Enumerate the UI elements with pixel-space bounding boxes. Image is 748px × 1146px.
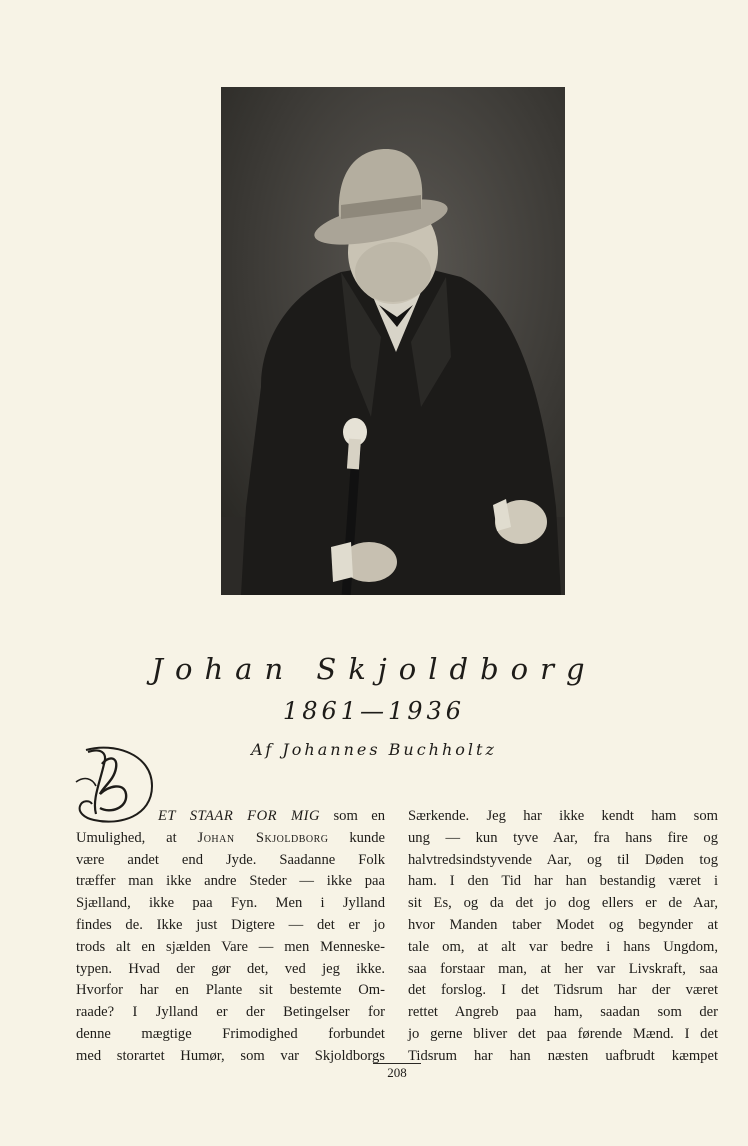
text-line: raade? I Jylland er der Betingelser for — [76, 1004, 385, 1021]
text-line: træffer man ikke andre Steder — ikke paa — [76, 873, 385, 890]
text-line: tale om, at alt var bedre i hans Ungdom, — [408, 938, 718, 955]
text-line: jo gerne bliver det paa førende Mænd. I det — [408, 1025, 718, 1042]
text-line: halvtredsindstyvende Aar, og til Døden tog — [408, 851, 718, 868]
text-line: Hvorfor har en Plante sit bestemte Om- — [76, 982, 385, 999]
author-byline: Af Johannes Buchholtz — [251, 740, 497, 759]
text-line: denne mægtige Frimodighed forbundet — [76, 1025, 385, 1042]
text-line: ham. I den Tid har han bestandig været i — [408, 873, 718, 890]
page-number: 208 — [373, 1063, 421, 1081]
opening-words: ET STAAR FOR MIG — [158, 808, 321, 824]
text-line: ung — kun tyve Aar, fra hans fire og — [408, 829, 718, 846]
text-line: ET STAAR FOR MIG som en — [158, 808, 385, 824]
text-line: Tidsrum har han næsten uafbrudt kæmpet — [408, 1047, 718, 1064]
text-line: være andet end Jyde. Saadanne Folk — [76, 851, 385, 868]
text-line: det forslog. I det Tidsrum har der været — [408, 982, 718, 999]
text-line: Særkende. Jeg har ikke kendt ham som — [408, 808, 718, 824]
text-line: med storartet Humør, som var Skjoldborgs — [76, 1047, 385, 1064]
author-name-smallcaps: Johan Skjoldborg — [197, 829, 329, 846]
portrait-photo — [221, 87, 565, 595]
text-line: sit Es, og da det jo dog ellers er de Aar, — [408, 895, 718, 912]
text-line: saa forstaar man, at her var Livskraft, saa — [408, 960, 718, 977]
life-years: 1861—1936 — [282, 697, 466, 725]
text-line: typen. Hvad der gør det, ved jeg ikke. — [76, 960, 385, 977]
text-line: hvor Manden taber Modet og begynder at — [408, 916, 718, 933]
article-title: Johan Skjoldborg — [151, 652, 597, 686]
text-line: rettet Angreb paa ham, saadan som der — [408, 1004, 718, 1021]
right-text-column — [408, 806, 718, 1068]
left-text-column — [76, 806, 385, 1068]
text-line: trods alt en sjælden Vare — men Menneske- — [76, 938, 385, 955]
text-line: findes de. Ikke just Digtere — det er jo — [76, 916, 385, 933]
text-line: Sjælland, ikke paa Fyn. Men i Jylland — [76, 895, 385, 912]
text-line: Umulighed, at Johan Skjoldborg kunde — [76, 829, 385, 846]
portrait-photo-image — [221, 87, 565, 595]
